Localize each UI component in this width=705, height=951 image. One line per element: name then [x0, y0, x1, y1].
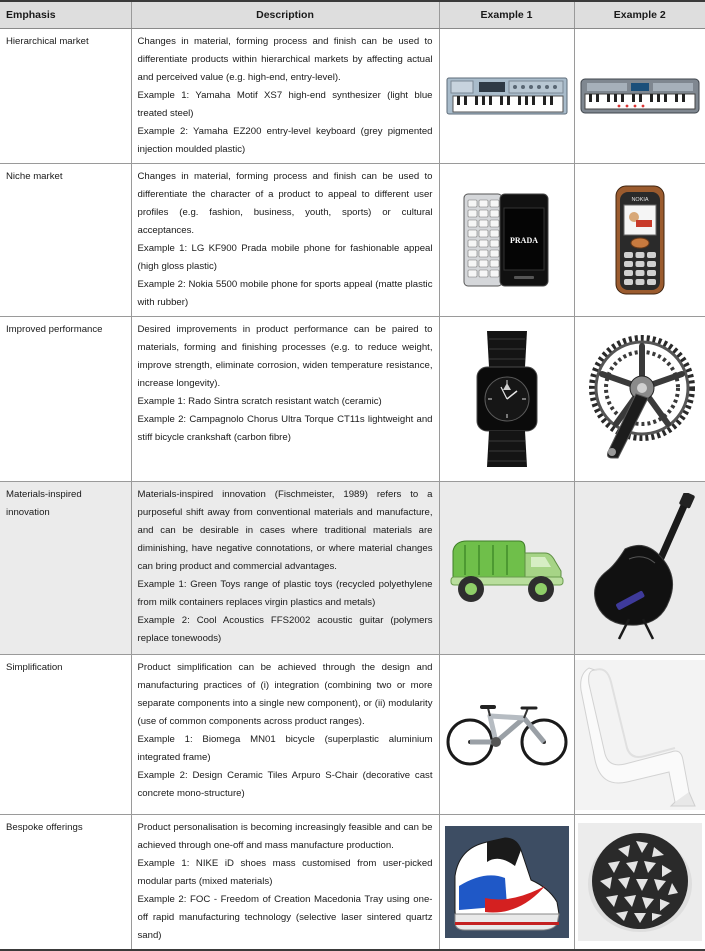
toy-truck-image	[445, 531, 569, 605]
description-cell	[131, 815, 439, 951]
example-2-cell	[574, 815, 705, 951]
example-1-cell	[439, 815, 574, 951]
example-2-cell	[574, 164, 705, 317]
description-text: Product personalisation is becoming increasingly feasible and can be achieved through one-off and mass manufacture production.	[138, 819, 433, 855]
example-1-cell	[439, 164, 574, 317]
prada-logo: PRADA	[510, 236, 538, 245]
keyboard-image	[579, 75, 701, 117]
emphasis-cell: Improved performance	[0, 317, 131, 482]
example-2-text: Example 2: Yamaha EZ200 entry-level keyboard (grey pigmented injection moulded plastic)	[138, 123, 433, 159]
description-text: Materials-inspired innovation (Fischmeister, 1989) refers to a purposeful shift away from conventional materials and manufacture, and can be desirable in cases where traditional materials are diminishing, have negative connotations, or where material changes can bring product and commercial advantages.	[138, 486, 433, 576]
table-row	[0, 29, 705, 164]
guitar-image	[585, 493, 695, 643]
table-row	[0, 655, 705, 815]
prada-phone-image	[462, 190, 552, 290]
header-example-1: Example 1	[439, 1, 574, 29]
tray-image	[578, 823, 702, 941]
description-text: Product simplification can be achieved through the design and manufacturing practices of (i) integration (combining two or more separate components into a single new component), or (ii) modularity (use of common components across product ranges).	[138, 659, 433, 731]
description-text: Desired improvements in product performance can be paired to materials, forming and finishing processes (e.g. to reduce weight, improve strength, eliminate corrosion, widen temperature resistance, increase longevity).	[138, 321, 433, 393]
example-2-text: Example 2: Cool Acoustics FFS2002 acoustic guitar (polymers replace tonewoods)	[138, 612, 433, 648]
example-1-text: Example 1: LG KF900 Prada mobile phone for fashionable appeal (high gloss plastic)	[138, 240, 433, 276]
example-1-cell	[439, 655, 574, 815]
example-1-text: Example 1: Rado Sintra scratch resistant watch (ceramic)	[138, 393, 433, 411]
example-1-text: Example 1: Biomega MN01 bicycle (superplastic aluminium integrated frame)	[138, 731, 433, 767]
emphasis-cell: Materials-inspired innovation	[0, 482, 131, 655]
example-2-cell	[574, 655, 705, 815]
example-2-text: Example 2: FOC - Freedom of Creation Macedonia Tray using one-off rapid manufacturing technology (selective laser sintered quartz sand)	[138, 891, 433, 945]
watch-image	[467, 327, 547, 471]
example-1-text: Example 1: Green Toys range of plastic toys (recycled polyethylene from milk containers replaces virgin plastics and metals)	[138, 576, 433, 612]
shoe-image	[445, 826, 569, 938]
header-emphasis: Emphasis	[0, 1, 131, 29]
nokia-phone-image	[610, 184, 670, 296]
description-text: Changes in material, forming process and finish can be used to differentiate the character of a product to appeal to different user profiles (e.g. fashion, business, youth, sports) or cultural acceptances.	[138, 168, 433, 240]
example-2-text: Example 2: Nokia 5500 mobile phone for sports appeal (matte plastic with rubber)	[138, 276, 433, 312]
nokia-logo: NOKIA	[631, 197, 648, 203]
header-row	[0, 1, 705, 29]
bicycle-image	[444, 702, 570, 768]
emphasis-cell: Hierarchical market	[0, 29, 131, 164]
example-2-text: Example 2: Design Ceramic Tiles Arpuro S-Chair (decorative cast concrete mono-structure)	[138, 767, 433, 803]
table-row	[0, 164, 705, 317]
example-1-text: Example 1: Yamaha Motif XS7 high-end synthesizer (light blue treated steel)	[138, 87, 433, 123]
example-1-cell	[439, 29, 574, 164]
example-2-text: Example 2: Campagnolo Chorus Ultra Torque CT11s lightweight and stiff bicycle crankshaft (carbon fibre)	[138, 411, 433, 447]
table-row	[0, 317, 705, 482]
emphasis-cell: Niche market	[0, 164, 131, 317]
description-cell	[131, 317, 439, 482]
header-example-2: Example 2	[574, 1, 705, 29]
description-cell	[131, 29, 439, 164]
example-2-cell	[574, 482, 705, 655]
example-1-cell	[439, 482, 574, 655]
chair-image	[575, 660, 705, 810]
synthesizer-image	[445, 74, 569, 118]
description-cell	[131, 482, 439, 655]
header-description: Description	[131, 1, 439, 29]
example-1-text: Example 1: NIKE iD shoes mass customised from user-picked modular parts (mixed materials)	[138, 855, 433, 891]
emphasis-cell: Bespoke offerings	[0, 815, 131, 951]
table-row	[0, 482, 705, 655]
crankset-image	[578, 334, 702, 464]
description-text: Changes in material, forming process and finish can be used to differentiate products within hierarchical markets by affecting actual and perceived value (e.g. high-end, entry-level).	[138, 33, 433, 87]
example-1-cell	[439, 317, 574, 482]
description-cell	[131, 655, 439, 815]
emphasis-cell: Simplification	[0, 655, 131, 815]
table-row	[0, 815, 705, 951]
example-2-cell	[574, 29, 705, 164]
description-cell	[131, 164, 439, 317]
example-2-cell	[574, 317, 705, 482]
